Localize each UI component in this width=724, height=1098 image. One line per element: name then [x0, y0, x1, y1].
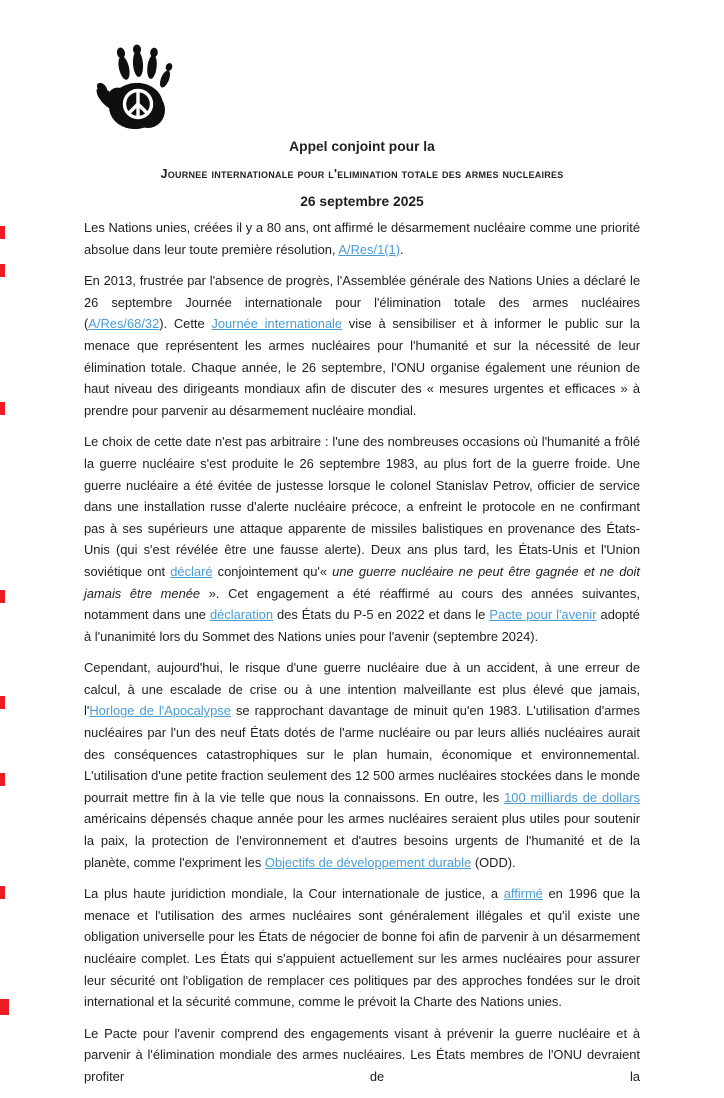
hyperlink[interactable]: Objectifs de développement durable [264, 854, 472, 870]
text-run: (ODD). [471, 854, 516, 870]
text-run: en 1996 que la menace et l'utilisation des armes nucléaires sont généralement illégales et qu'il existe une obligation universelle pour les États de négocier de bonne foi afin de parvenir à un désarmement nucléaire complet. Les États qui s'appuient actuellement sur les armes nucléaires pour assurer leur sécurité ont l'obligation de remplacer ces politiques par des approches fondées sur le droit international et la sécurité commune, comme le prévoit la Charte des Nations unies. [84, 886, 640, 1010]
margin-mark [0, 402, 5, 415]
text-run: Le choix de cette date n'est pas arbitraire : l'une des nombreuses occasions où l'humanité a frôlé la guerre nucléaire s'est produite le 26 septembre 1983, au plus fort de la guerre froide. Une guerre nucléaire a été évitée de justesse lorsque le colonel Stanislav Petrov, officier de service dans une installation russe d'alerte nucléaire précoce, a enfreint le protocole en ne confirmant pas à ses supérieurs une attaque apparente de missiles balistiques en provenance des États-Unis (qui s'est révélée être une fausse alerte). Deux ans plus tard, les États-Unis et l'Union soviétique ont [84, 434, 640, 579]
hyperlink[interactable]: 100 milliards de dollars [504, 789, 640, 805]
document-title: Appel conjoint pour la [289, 139, 435, 154]
text-run: adopté à l'unanimité lors du Sommet des Nations unies pour l'avenir (septembre 2024). [84, 607, 640, 644]
margin-mark [0, 590, 5, 603]
document-subtitle: Journee internationale pour l'elimination totale des armes nucleaires [160, 167, 564, 181]
title-block [84, 139, 640, 209]
hyperlink[interactable]: A/Res/68/32 [88, 316, 160, 332]
text-run: des États du P-5 en 2022 et dans le [273, 607, 490, 623]
document-date: 26 septembre 2025 [300, 194, 424, 209]
text-run: se rapprochant davantage de minuit qu'en 1983. L'utilisation d'armes nucléaires par l'un des neuf États dotés de l'arme nucléaire ou par leurs alliés nucléaires aurait des conséquences catastrophiques sur le plan humain, économique et environnemental. L'utilisation d'une petite fraction seulement des 12 500 armes nucléaires stockées dans le monde pourrait mettre fin à la vie telle que nous la connaissons. En outre, les [84, 703, 640, 805]
text-run: Le Pacte pour l'avenir comprend des engagements visant à prévenir la guerre nucléaire et à parvenir à l'élimination mondiale des armes nucléaires. Les États membres de l'ONU devraient profiter de la [84, 1025, 640, 1084]
margin-mark [0, 999, 9, 1015]
text-run: vise à sensibiliser et à informer le public sur la menace que représentent les armes nucléaires pour l'humanité et sur la nécessité de leur élimination totale. Chaque année, le 26 septembre, l'ONU organise également une réunion de haut niveau des dirigeants mondiaux afin de discuter des « mesures urgentes et efficaces » à prendre pour parvenir au désarmement nucléaire mondial. [84, 316, 640, 418]
hyperlink[interactable]: Horloge de l'Apocalypse [89, 703, 231, 719]
italic-text: une guerre nucléaire ne peut être gagnée et ne doit jamais être menée [84, 563, 640, 601]
paragraph [84, 217, 640, 260]
text-run: En 2013, frustrée par l'absence de progrès, l'Assemblée générale des Nations Unies a déclaré le 26 septembre Journée internationale pour l'élimination totale des armes nucléaires ( [84, 273, 640, 332]
text-run: conjointement qu'« [212, 563, 333, 579]
hyperlink[interactable]: déclaré [170, 563, 213, 579]
text-run: La plus haute juridiction mondiale, la Cour internationale de justice, a [84, 886, 504, 902]
text-run: ). Cette [159, 316, 212, 332]
paragraph [84, 883, 640, 1013]
hyperlink[interactable]: affirmé [503, 886, 543, 902]
hyperlink[interactable]: déclaration [209, 607, 274, 623]
text-run: Les Nations unies, créées il y a 80 ans, ont affirmé le désarmement nucléaire comme une priorité absolue dans leur toute première résolution, [84, 220, 640, 257]
margin-mark [0, 696, 5, 709]
text-run: américains dépensés chaque année pour les armes nucléaires seraient plus utiles pour soutenir la paix, la protection de l'environnement et d'autres besoins urgents de l'humanité et de la planète, comme l'expriment les [84, 811, 640, 870]
hyperlink[interactable]: Journée internationale [211, 316, 343, 332]
document-body [84, 217, 640, 1098]
margin-mark [0, 886, 5, 899]
paragraph [84, 657, 640, 873]
margin-mark [0, 264, 5, 277]
margin-mark [0, 773, 5, 786]
paragraph [84, 431, 640, 647]
text-run: ». Cet engagement a été réaffirmé au cours des années suivantes, notamment dans une [84, 585, 640, 623]
margin-mark [0, 226, 5, 239]
handprint-peace-logo [96, 46, 178, 142]
text-run: . [400, 241, 404, 257]
text-run: Cependant, aujourd'hui, le risque d'une guerre nucléaire due à un accident, à une erreur de calcul, à une escalade de crise ou à une intention malveillante est plus élevé que jamais, l' [84, 660, 640, 719]
paragraph [84, 270, 640, 421]
paragraph [84, 1023, 640, 1088]
hyperlink[interactable]: A/Res/1(1) [338, 241, 400, 257]
hyperlink[interactable]: Pacte pour l'avenir [489, 607, 597, 623]
